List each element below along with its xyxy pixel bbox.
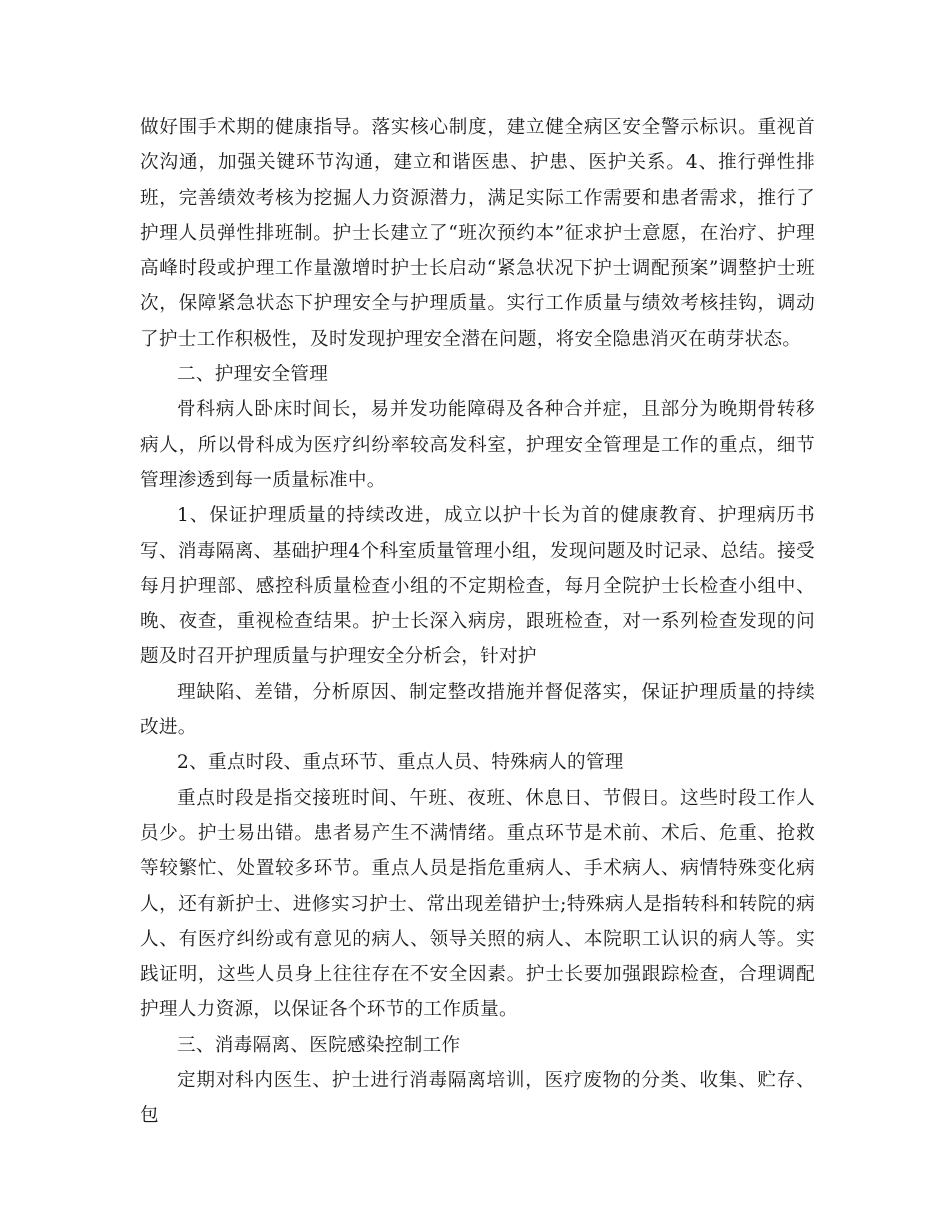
document-body	[140, 110, 815, 1134]
paragraph-3: 1、保证护理质量的持续改进，成立以护十长为首的健康教育、护理病历书写、消毒隔离、基础护理4个科室质量管理小组，发现问题及时记录、总结。接受每月护理部、感控科质量检查小组的不定期检查，每月全院护士长检查小组中、晚、夜查，重视检查结果。护士长深入病房，跟班检查，对一系列检查发现的问题及时召开护理质量与护理安全分析会，针对护	[140, 505, 815, 668]
paragraph-4: 理缺陷、差错，分析原因、制定整改措施并督促落实，保证护理质量的持续改进。	[140, 681, 815, 739]
paragraph-2: 骨科病人卧床时间长，易并发功能障碍及各种合并症，且部分为晚期骨转移病人，所以骨科成为医疗纠纷率较高发科室，护理安全管理是工作的重点，细节管理渗透到每一质量标准中。	[140, 399, 815, 491]
paragraph-5: 重点时段是指交接班时间、午班、夜班、休息日、节假日。这些时段工作人员少。护士易出错。患者易产生不满情绪。重点环节是术前、术后、危重、抢救等较繁忙、处置较多环节。重点人员是指危重病人、手术病人、病情特殊变化病人，还有新护士、进修实习护士、常出现差错护士;特殊病人是指转科和转院的病人、有医疗纠纷或有意见的病人、领导关照的病人、本院职工认识的病人等。实践证明，这些人员身上往往存在不安全因素。护士长要加强跟踪检查，合理调配护理人力资源，以保证各个环节的工作质量。	[140, 787, 815, 1021]
section-heading-infection-control: 三、消毒隔离、医院感染控制工作	[177, 1034, 461, 1056]
section-heading-nursing-safety: 二、护理安全管理	[177, 364, 329, 386]
paragraph-1: 做好围手术期的健康指导。落实核心制度，建立健全病区安全警示标识。重视首次沟通，加强关键环节沟通，建立和谐医患、护患、医护关系。4、推行弹性排班，完善绩效考核为挖掘人力资源潜力，满足实际工作需要和患者需求，推行了护理人员弹性排班制。护士长建立了“班次预约本”征求护士意愿，在治疗、护理高峰时段或护理工作量激增时护士长启动“紧急状况下护士调配预案”调整护士班次，保障紧急状态下护理安全与护理质量。实行工作质量与绩效考核挂钩，调动了护士工作积极性，及时发现护理安全潜在问题，将安全隐患消灭在萌芽状态。	[140, 117, 815, 350]
paragraph-6: 定期对科内医生、护士进行消毒隔离培训，医疗废物的分类、收集、贮存、包	[140, 1070, 815, 1127]
subheading-key-periods: 2、重点时段、重点环节、重点人员、特殊病人的管理	[177, 752, 624, 774]
